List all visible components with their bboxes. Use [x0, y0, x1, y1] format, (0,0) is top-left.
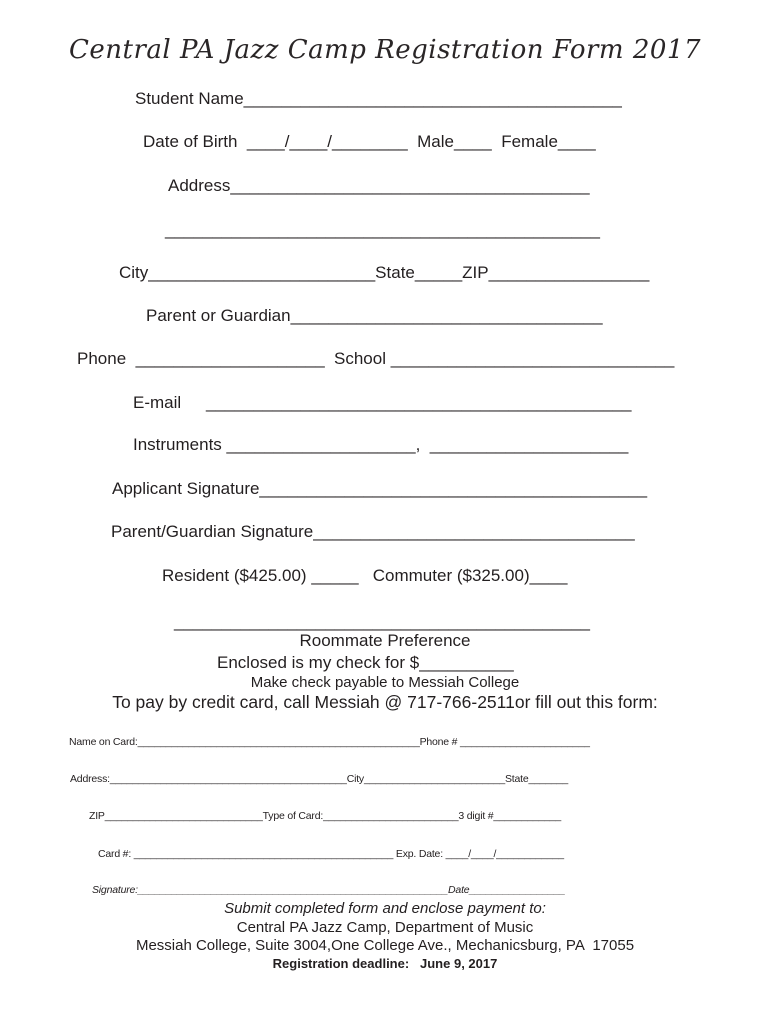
page-title: Central PA Jazz Camp Registration Form 2017 [68, 35, 702, 65]
email-field[interactable]: _____________________________________________ [206, 393, 632, 412]
roommate-preference-label: Roommate Preference [299, 631, 471, 650]
address-field[interactable]: Address______________________________________ [168, 176, 590, 195]
applicant-signature-field[interactable]: Applicant Signature_________________________________________ [112, 479, 648, 498]
school-field[interactable]: School ______________________________ [334, 349, 675, 368]
date-of-birth-gender-field[interactable]: Date of Birth ____/____/________ Male____ Female____ [143, 132, 596, 151]
city-state-zip-field[interactable]: City________________________State_____ZIP_________________ [119, 263, 650, 282]
email-label: E-mail [133, 393, 182, 412]
address-line-2-field[interactable]: ______________________________________________ [165, 220, 600, 239]
parent-signature-field[interactable]: Parent/Guardian Signature__________________________________ [111, 522, 635, 541]
instruments-field[interactable]: Instruments ____________________, _____________________ [133, 435, 629, 454]
check-amount-field[interactable]: Enclosed is my check for $__________ [217, 653, 514, 672]
phone-field[interactable]: Phone ____________________ [77, 349, 325, 368]
parent-guardian-field[interactable]: Parent or Guardian_________________________________ [146, 306, 603, 325]
organization-name: Central PA Jazz Camp, Department of Music [236, 919, 534, 936]
card-address-city-state-field[interactable]: Address:__________________________________________City_________________________State_______ [70, 773, 568, 785]
card-name-phone-field[interactable]: Name on Card:__________________________________________________Phone # _______________________ [69, 736, 590, 748]
card-signature-date-field[interactable]: Signature:_______________________________________________________Date_________________ [92, 884, 566, 896]
fee-options[interactable]: Resident ($425.00) _____ Commuter ($325.00)____ [162, 566, 568, 585]
roommate-preference-field[interactable]: ____________________________________________ [174, 612, 591, 631]
credit-card-instructions: To pay by credit card, call Messiah @ 717-766-2511or fill out this form: [112, 692, 658, 712]
student-name-field[interactable]: Student Name________________________________________ [135, 89, 622, 108]
card-number-expiry-field[interactable]: Card #: ______________________________________________ Exp. Date: ____/____/____________ [98, 848, 564, 860]
submit-instructions: Submit completed form and enclose payment to: [224, 900, 546, 917]
mailing-address: Messiah College, Suite 3004,One College Ave., Mechanicsburg, PA 17055 [135, 937, 635, 954]
card-zip-type-cvv-field[interactable]: ZIP____________________________Type of Card:________________________3 digit #____________ [89, 810, 562, 822]
check-payable-note: Make check payable to Messiah College [250, 674, 520, 691]
registration-deadline: Registration deadline: June 9, 2017 [272, 956, 498, 971]
